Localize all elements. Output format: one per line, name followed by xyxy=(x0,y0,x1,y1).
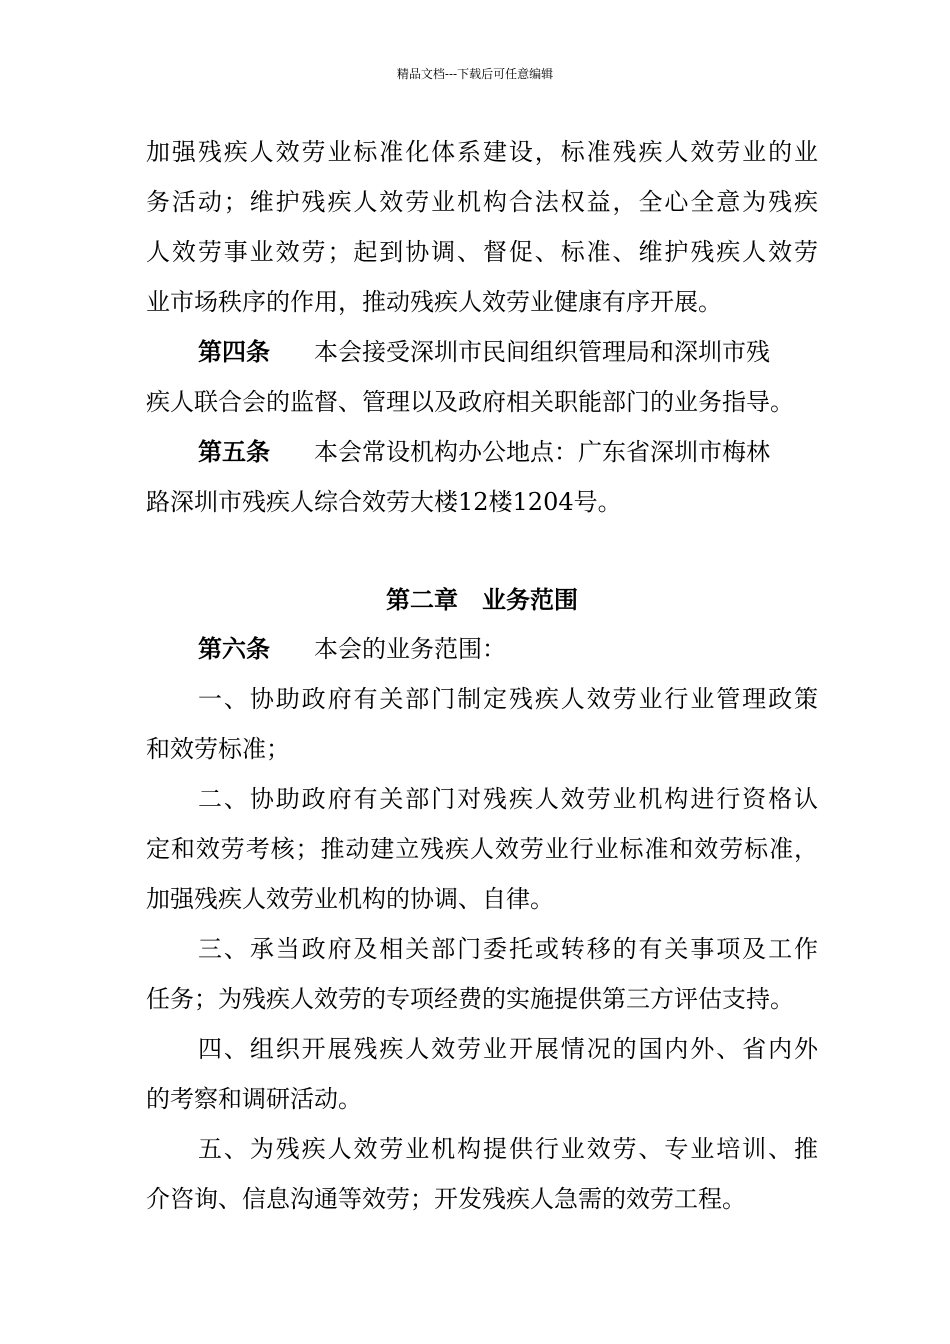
scope-item-2: 二、协助政府有关部门对残疾人效劳业机构进行资格认 xyxy=(198,785,818,813)
text-line: 定和效劳考核；推动建立残疾人效劳业行业标准和效劳标准， xyxy=(146,835,818,863)
article-5-text: 本会常设机构办公地点：广东省深圳市梅林 xyxy=(314,438,770,466)
article-4-line xyxy=(198,337,818,387)
article-6-text: 本会的业务范围： xyxy=(314,635,506,663)
page-header: 精品文档---下载后可任意编辑 xyxy=(396,67,554,81)
scope-item-1: 一、协助政府有关部门制定残疾人效劳业行业管理政策 xyxy=(198,685,818,713)
scope-item-5: 五、为残疾人效劳业机构提供行业效劳、专业培训、推 xyxy=(198,1135,818,1163)
article-4-title: 第四条 xyxy=(198,337,270,366)
text-line: 路深圳市残疾人综合效劳大楼12楼1204号。 xyxy=(146,488,622,516)
text-line: 任务；为残疾人效劳的专项经费的实施提供第三方评估支持。 xyxy=(146,985,794,1013)
text-line: 加强残疾人效劳业标准化体系建设，标准残疾人效劳业的业 xyxy=(146,138,818,166)
text-line: 介咨询、信息沟通等效劳；开发残疾人急需的效劳工程。 xyxy=(146,1185,746,1213)
article-5-line xyxy=(198,437,818,487)
text-line: 和效劳标准； xyxy=(146,735,290,763)
article-6-title: 第六条 xyxy=(198,634,270,663)
scope-item-4: 四、组织开展残疾人效劳业开展情况的国内外、省内外 xyxy=(198,1035,818,1063)
text-line: 人效劳事业效劳；起到协调、督促、标准、维护残疾人效劳 xyxy=(146,238,818,266)
text-line: 加强残疾人效劳业机构的协调、自律。 xyxy=(146,885,554,913)
text-line: 的考察和调研活动。 xyxy=(146,1085,362,1113)
chapter-heading: 第二章 业务范围 xyxy=(386,585,578,614)
article-6-line xyxy=(198,634,818,684)
text-line: 业市场秩序的作用，推动残疾人效劳业健康有序开展。 xyxy=(146,288,722,316)
scope-item-3: 三、承当政府及相关部门委托或转移的有关事项及工作 xyxy=(198,935,818,963)
text-line: 务活动；维护残疾人效劳业机构合法权益，全心全意为残疾 xyxy=(146,188,818,216)
text-line: 疾人联合会的监督、管理以及政府相关职能部门的业务指导。 xyxy=(146,388,794,416)
article-5-title: 第五条 xyxy=(198,437,270,466)
article-4-text: 本会接受深圳市民间组织管理局和深圳市残 xyxy=(314,338,770,366)
